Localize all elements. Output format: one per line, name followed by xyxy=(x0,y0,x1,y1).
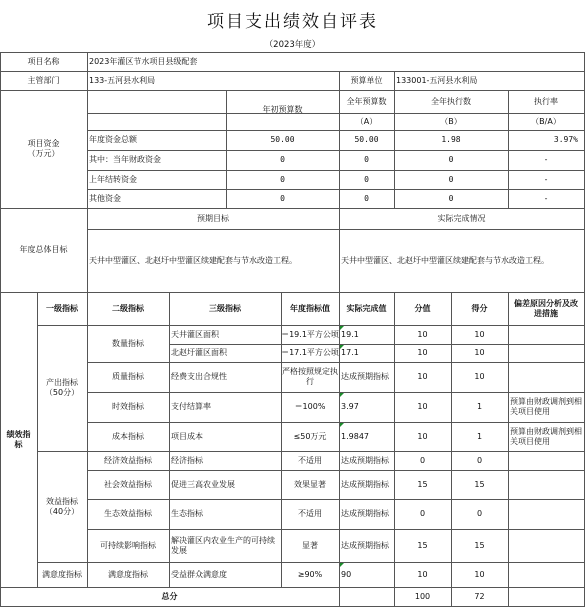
perf-row-target: ＝100% xyxy=(294,402,326,411)
dept-value: 133-五河县水利局 xyxy=(89,75,156,85)
fund-row-label: 上年结转资金 xyxy=(89,174,137,184)
perf-row-target: 严格按照规定执行 xyxy=(282,367,338,386)
perf-row-got: 10 xyxy=(474,372,485,381)
dept-label: 主管部门 xyxy=(27,75,60,85)
perf-row-score: 15 xyxy=(417,540,428,550)
header-exec-rate: 执行率 xyxy=(534,96,558,106)
perf-row-actual: 90 xyxy=(341,569,352,579)
perf-row-reason xyxy=(508,344,584,362)
cell-marker xyxy=(340,345,344,349)
perf-row-target: ≥90% xyxy=(297,569,323,579)
perf-row-got: 1 xyxy=(476,402,483,411)
goal-label: 年度总体目标 xyxy=(19,245,68,254)
perf-row-level3: 项目成本 xyxy=(171,431,203,441)
perf-row-score: 10 xyxy=(417,348,428,357)
total-got: 72 xyxy=(474,591,485,601)
perf-row-got: 10 xyxy=(474,329,485,339)
perf-row-reason xyxy=(508,451,584,470)
perf-row-actual: 达成预期指标 xyxy=(341,479,389,489)
perf-row-score: 15 xyxy=(417,479,428,489)
perf-row-target: 不适用 xyxy=(298,509,322,518)
fund-row-initial: 50.00 xyxy=(270,135,295,144)
fund-row-annual: 0 xyxy=(364,193,369,203)
perf-row-level2: 质量指标 xyxy=(112,372,144,381)
sub-ba: （B/A） xyxy=(531,116,561,126)
fund-row-exec: 1.98 xyxy=(441,135,461,144)
goal-expected-text: 天井中型灌区、北赵圩中型灌区续建配套与节水改造工程。 xyxy=(89,255,297,265)
header-annual-budget: 全年预算数 xyxy=(346,96,387,106)
budget-unit-value: 133001-五河县水利局 xyxy=(396,75,478,85)
perf-row-target: 效果显著 xyxy=(294,479,326,489)
perf-row-level2: 成本指标 xyxy=(112,431,144,441)
perf-row-score: 10 xyxy=(417,569,428,579)
header-level3: 三级指标 xyxy=(209,303,241,313)
total-label: 总分 xyxy=(161,591,178,601)
cell-marker xyxy=(340,393,344,397)
fund-row-initial: 0 xyxy=(280,155,285,164)
fund-row-exec: 0 xyxy=(448,193,454,203)
fund-row-rate: - xyxy=(543,155,549,164)
header-score: 分值 xyxy=(414,303,431,313)
perf-row-score: 10 xyxy=(417,329,428,339)
perf-row-actual: 19.1 xyxy=(341,329,359,339)
perf-row-target: ＝17.1平方公顷 xyxy=(281,348,339,357)
sub-a: （A） xyxy=(355,116,378,126)
funds-label: 项目资金 （万元） xyxy=(27,139,60,158)
fund-row-rate: - xyxy=(543,174,549,184)
goal-actual-text: 天井中型灌区、北赵圩中型灌区续建配套与节水改造工程。 xyxy=(341,255,549,265)
header-level2: 二级指标 xyxy=(112,303,144,313)
sub-b: （B） xyxy=(440,116,462,126)
perf-row-got: 15 xyxy=(474,540,485,550)
perf-row-actual: 达成预期指标 xyxy=(341,540,389,550)
page-title: 项目支出绩效自评表 xyxy=(207,12,378,32)
perf-row-got: 10 xyxy=(474,348,485,357)
header-reason: 偏差原因分析及改进措施 xyxy=(514,298,578,318)
header-level1: 一级指标 xyxy=(46,303,78,313)
year-label: （2023年度） xyxy=(264,40,321,50)
perf-row-level3: 天井灌区面积 xyxy=(171,329,219,339)
perf-row-target: ＝19.1平方公顷 xyxy=(281,329,339,339)
benefit-indicator-label: 效益指标（40分） xyxy=(44,496,80,516)
perf-label: 绩效指标 xyxy=(6,429,31,449)
header-actual: 实际完成值 xyxy=(346,303,387,313)
perf-row-reason xyxy=(508,362,584,392)
perf-row-score: 0 xyxy=(419,509,426,518)
perf-row-reason xyxy=(508,499,584,529)
header-got: 得分 xyxy=(471,303,488,313)
perf-row-level2: 可持续影响指标 xyxy=(100,540,156,550)
perf-row-level3: 支付结算率 xyxy=(171,402,211,411)
perf-row-score: 10 xyxy=(417,431,428,441)
project-name-label: 项目名称 xyxy=(27,56,60,66)
perf-row-reason xyxy=(508,470,584,499)
perf-row-got: 0 xyxy=(476,455,483,465)
header-initial-budget: 年初预算数 xyxy=(262,105,303,114)
perf-row-got: 15 xyxy=(474,479,485,489)
perf-row-level2: 经济效益指标 xyxy=(104,455,152,465)
perf-row-target: ≤50万元 xyxy=(293,431,327,441)
perf-row-level3: 解决灌区内农业生产的可持续发展 xyxy=(171,535,275,555)
perf-row-actual: 达成预期指标 xyxy=(341,455,389,465)
goal-actual-header: 实际完成情况 xyxy=(437,213,486,223)
fund-row-initial: 0 xyxy=(280,193,285,203)
perf-row-reason xyxy=(508,325,584,344)
perf-row-target: 不适用 xyxy=(298,455,322,465)
fund-row-label: 其中：当年财政资金 xyxy=(89,155,161,164)
perf-row-level3: 北赵圩灌区面积 xyxy=(171,348,227,357)
perf-row-score: 10 xyxy=(417,372,428,381)
perf-row-reason xyxy=(508,562,584,587)
fund-row-label: 其他资金 xyxy=(89,193,121,203)
output-indicator-label: 产出指标（50分） xyxy=(44,378,80,397)
perf-row-level3: 经济指标 xyxy=(171,455,203,465)
perf-row-level3: 经费支出合规性 xyxy=(171,372,227,381)
perf-row-got: 1 xyxy=(476,431,483,441)
perf-row-target: 显著 xyxy=(302,540,318,550)
perf-row-actual: 17.1 xyxy=(341,348,359,357)
perf-row-got: 10 xyxy=(474,569,485,579)
perf-row-level3: 受益群众满意度 xyxy=(171,569,227,579)
perf-row-got: 0 xyxy=(476,509,483,518)
perf-row-level3: 促进三高农业发展 xyxy=(171,479,235,489)
perf-row-level2: 时效指标 xyxy=(112,402,144,411)
fund-row-initial: 0 xyxy=(280,174,285,184)
project-name-value: 2023年灌区节水项目县级配套 xyxy=(89,56,198,66)
cell-marker xyxy=(340,563,344,567)
cell-marker xyxy=(340,326,344,330)
satisfaction-indicator-label: 满意度指标 xyxy=(42,569,82,579)
fund-row-exec: 0 xyxy=(448,174,454,184)
perf-row-level2: 生态效益指标 xyxy=(104,509,152,518)
budget-unit-label: 预算单位 xyxy=(350,75,383,85)
perf-row-level3: 生态指标 xyxy=(171,509,203,518)
perf-row-reason: 预算由财政调剂到相关项目使用 xyxy=(510,426,582,446)
perf-row-level2: 社会效益指标 xyxy=(104,479,152,489)
fund-row-annual: 0 xyxy=(364,174,369,184)
fund-row-annual: 50.00 xyxy=(354,135,379,144)
total-score: 100 xyxy=(414,591,431,601)
perf-row-reason xyxy=(508,529,584,562)
perf-row-level2: 满意度指标 xyxy=(108,569,148,579)
cell-marker xyxy=(340,423,344,427)
fund-row-annual: 0 xyxy=(364,155,369,164)
perf-row-level2: 数量指标 xyxy=(112,338,144,348)
goal-expected-header: 预期目标 xyxy=(197,213,229,223)
fund-row-rate: 3.97% xyxy=(553,135,578,144)
header-target: 年度指标值 xyxy=(290,303,330,313)
perf-row-score: 0 xyxy=(419,455,426,465)
perf-row-actual: 达成预期指标 xyxy=(341,509,389,518)
perf-row-actual: 达成预期指标 xyxy=(341,372,389,381)
fund-row-rate: - xyxy=(543,193,549,203)
fund-row-exec: 0 xyxy=(448,155,454,164)
perf-row-score: 10 xyxy=(417,402,428,411)
perf-row-actual: 3.97 xyxy=(341,402,359,411)
header-annual-exec: 全年执行数 xyxy=(431,96,471,106)
fund-row-label: 年度资金总额 xyxy=(89,135,137,144)
perf-row-reason: 预算由财政调剂到相关项目使用 xyxy=(510,397,582,416)
perf-row-actual: 1.9847 xyxy=(341,431,369,441)
